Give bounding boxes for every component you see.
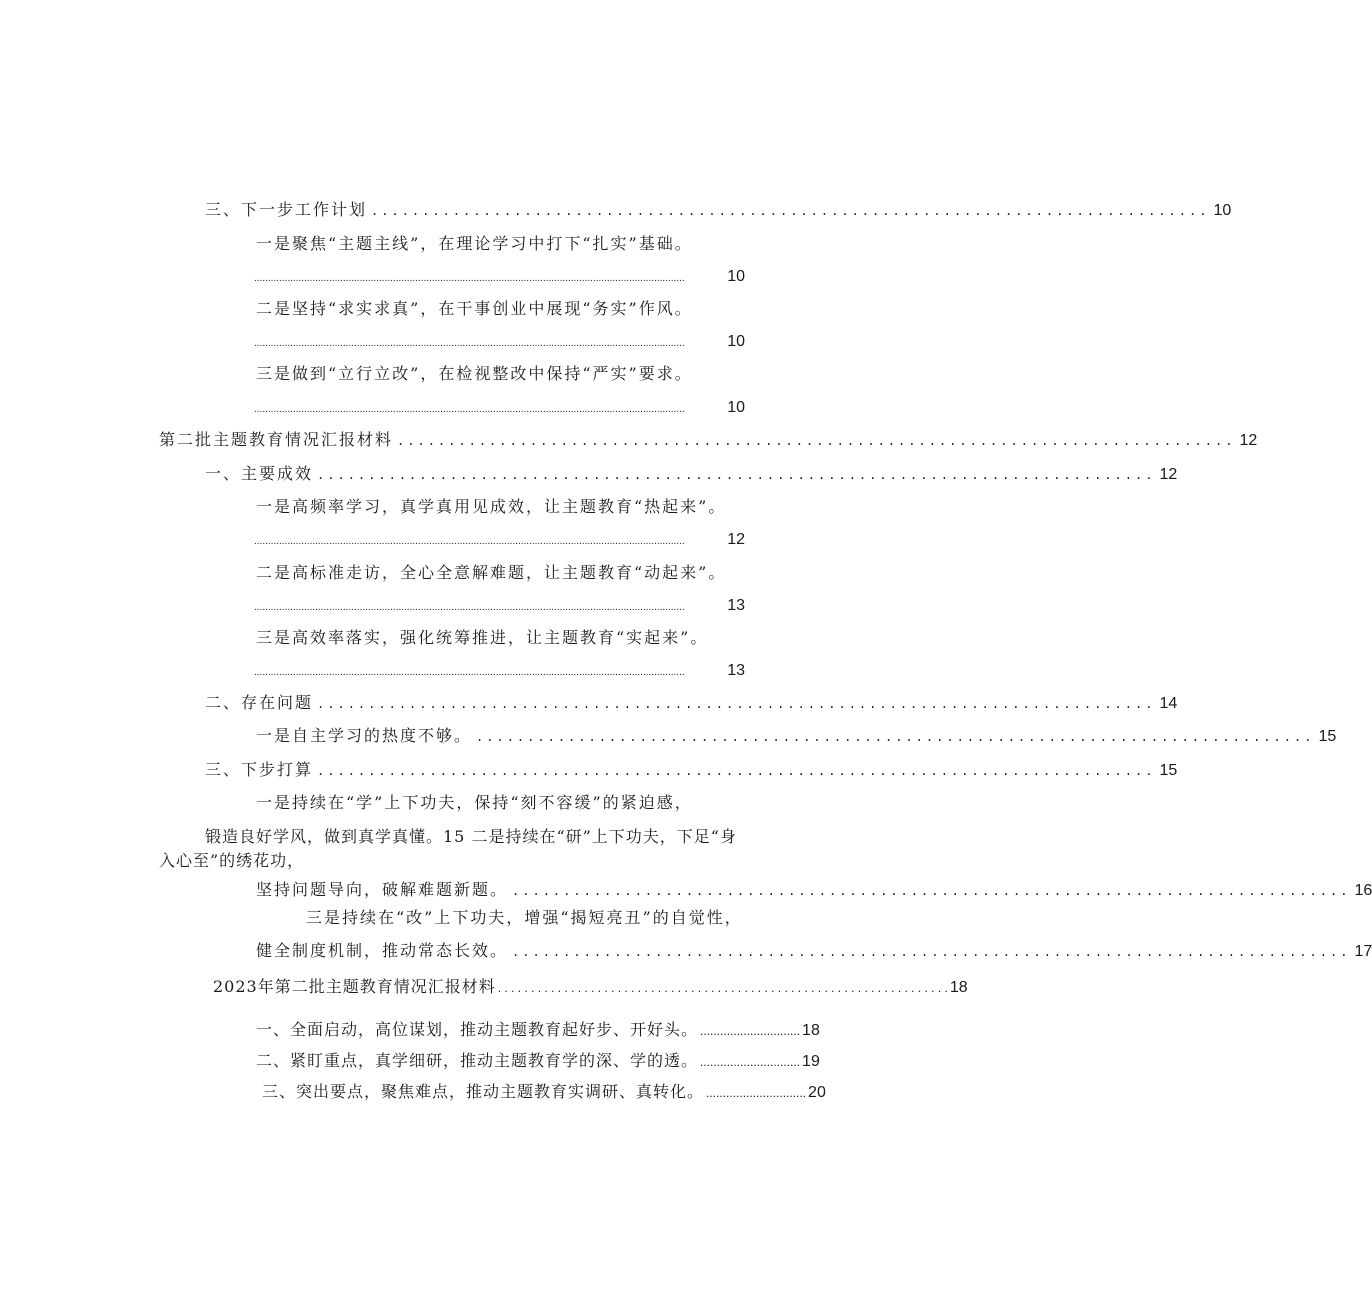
dot-leader: ..................................................................................: [476, 730, 1315, 744]
toc-entry-page: 16: [1354, 882, 1372, 899]
toc-entry-page: 13: [727, 597, 745, 614]
toc-entry-title: 第二批主题教育情况汇报材料: [159, 430, 394, 449]
toc-entry-page-row[interactable]: [254, 529, 745, 551]
toc-entry[interactable]: [205, 759, 1178, 781]
toc-entry-title[interactable]: 三是持续在“改”上下功夫，增强“揭短亮丑”的自觉性，: [306, 908, 743, 927]
toc-entry[interactable]: [213, 976, 968, 998]
dot-leader: ..................................................................................: [317, 468, 1156, 482]
toc-entry-title[interactable]: 二是高标准走访，全心全意解难题，让主题教育“动起来”。: [256, 563, 727, 582]
toc-entry-page-row[interactable]: [254, 595, 745, 617]
toc-entry-title[interactable]: 三是高效率落实，强化统筹推进，让主题教育“实起来”。: [256, 628, 709, 647]
dot-leader: ..............................: [700, 1024, 801, 1038]
toc-entry-page: 12: [1239, 432, 1258, 449]
dot-leader: ..................................................................................: [371, 204, 1210, 218]
toc-entry-title: 一是自主学习的热度不够。: [256, 726, 473, 745]
toc-entry-page-row[interactable]: [254, 397, 745, 419]
toc-entry-page: 12: [727, 531, 745, 548]
toc-entry-page: 12: [1159, 466, 1178, 483]
toc-entry[interactable]: [256, 1050, 820, 1072]
toc-entry-title: 三、突出要点，聚焦难点，推动主题教育实调研、真转化。: [262, 1082, 705, 1101]
toc-entry[interactable]: [256, 940, 1372, 962]
toc-entry-title: 2023年第二批主题教育情况汇报材料: [213, 977, 496, 996]
toc-entry-page: 10: [727, 399, 745, 416]
toc-entry-page: 13: [727, 662, 745, 679]
toc-entry[interactable]: [205, 692, 1178, 714]
toc-entry-page: 18: [802, 1022, 820, 1039]
toc-entry-title[interactable]: 入心至”的绣花功，: [159, 851, 305, 870]
toc-entry-page: 15: [1159, 762, 1178, 779]
dot-leader: ...........................................................................................................................................................: [254, 404, 685, 415]
dot-leader: ..............................: [706, 1086, 807, 1100]
toc-entry-title: 二、紧盯重点，真学细研，推动主题教育学的深、学的透。: [256, 1051, 699, 1070]
dot-leader: ...........................................................................................................................................................: [254, 667, 685, 678]
toc-entry-page: 15: [1318, 728, 1337, 745]
dot-leader: ..................................................................................: [512, 945, 1351, 959]
toc-entry-title[interactable]: 二是坚持“求实求真”，在干事创业中展现“务实”作风。: [256, 299, 693, 318]
toc-entry-title: 三、下步打算: [205, 760, 314, 779]
toc-entry[interactable]: [159, 429, 1258, 451]
toc-entry-title[interactable]: 一是持续在“学”上下功夫，保持“刻不容缓”的紧迫感，: [256, 793, 693, 812]
dot-leader: ...........................................................................................................................................................: [254, 273, 685, 284]
toc-entry-title: 二、存在问题: [205, 693, 314, 712]
toc-entry-title: 一、主要成效: [205, 464, 314, 483]
dot-leader: . . . . . . . . . . . . . . . . . . . . . . . . . . . . . . . . . . . . . . . . . . . . . . . . . . . . . . . . . . . . . . . . . . . .: [497, 981, 948, 995]
toc-entry-page: 18: [949, 979, 968, 996]
dot-leader: ..................................................................................: [317, 697, 1156, 711]
toc-entry-page: 20: [808, 1084, 826, 1101]
dot-leader: ..................................................................................: [397, 434, 1236, 448]
toc-entry-title: 健全制度机制，推动常态长效。: [256, 941, 509, 960]
toc-entry-page: 10: [727, 333, 745, 350]
toc-entry-page: 10: [1213, 202, 1232, 219]
toc-entry-page: 14: [1159, 695, 1178, 712]
toc-entry-title[interactable]: 锻造良好学风，做到真学真懂。15 二是持续在“研”上下功夫，下足“身: [205, 827, 737, 846]
toc-entry-title[interactable]: 三是做到“立行立改”，在检视整改中保持“严实”要求。: [256, 364, 693, 383]
toc-entry-title: 坚持问题导向，破解难题新题。: [256, 880, 509, 899]
dot-leader: ..................................................................................: [512, 884, 1351, 898]
toc-entry-page-row[interactable]: [254, 331, 745, 353]
dot-leader: ...........................................................................................................................................................: [254, 338, 685, 349]
toc-entry-title: 一、全面启动，高位谋划，推动主题教育起好步、开好头。: [256, 1020, 699, 1039]
toc-entry-page: 10: [727, 268, 745, 285]
toc-entry-page-row[interactable]: [254, 266, 745, 288]
toc-entry-page: 17: [1354, 943, 1372, 960]
toc-entry-page-row[interactable]: [254, 660, 745, 682]
toc-entry[interactable]: [256, 1019, 820, 1041]
toc-entry-title: 三、下一步工作计划: [205, 200, 368, 219]
dot-leader: ...........................................................................................................................................................: [254, 602, 685, 613]
toc-entry[interactable]: [205, 199, 1232, 221]
dot-leader: ..................................................................................: [317, 764, 1156, 778]
toc-entry[interactable]: [256, 725, 1337, 747]
dot-leader: ...........................................................................................................................................................: [254, 536, 685, 547]
toc-entry-page: 19: [802, 1053, 820, 1070]
toc-entry-title[interactable]: 一是聚焦“主题主线”，在理论学习中打下“扎实”基础。: [256, 234, 693, 253]
toc-entry[interactable]: [205, 463, 1178, 485]
toc-entry-title[interactable]: 一是高频率学习，真学真用见成效，让主题教育“热起来”。: [256, 497, 727, 516]
toc-entry[interactable]: [256, 879, 1372, 901]
toc-entry[interactable]: [262, 1081, 826, 1103]
dot-leader: ..............................: [700, 1055, 801, 1069]
